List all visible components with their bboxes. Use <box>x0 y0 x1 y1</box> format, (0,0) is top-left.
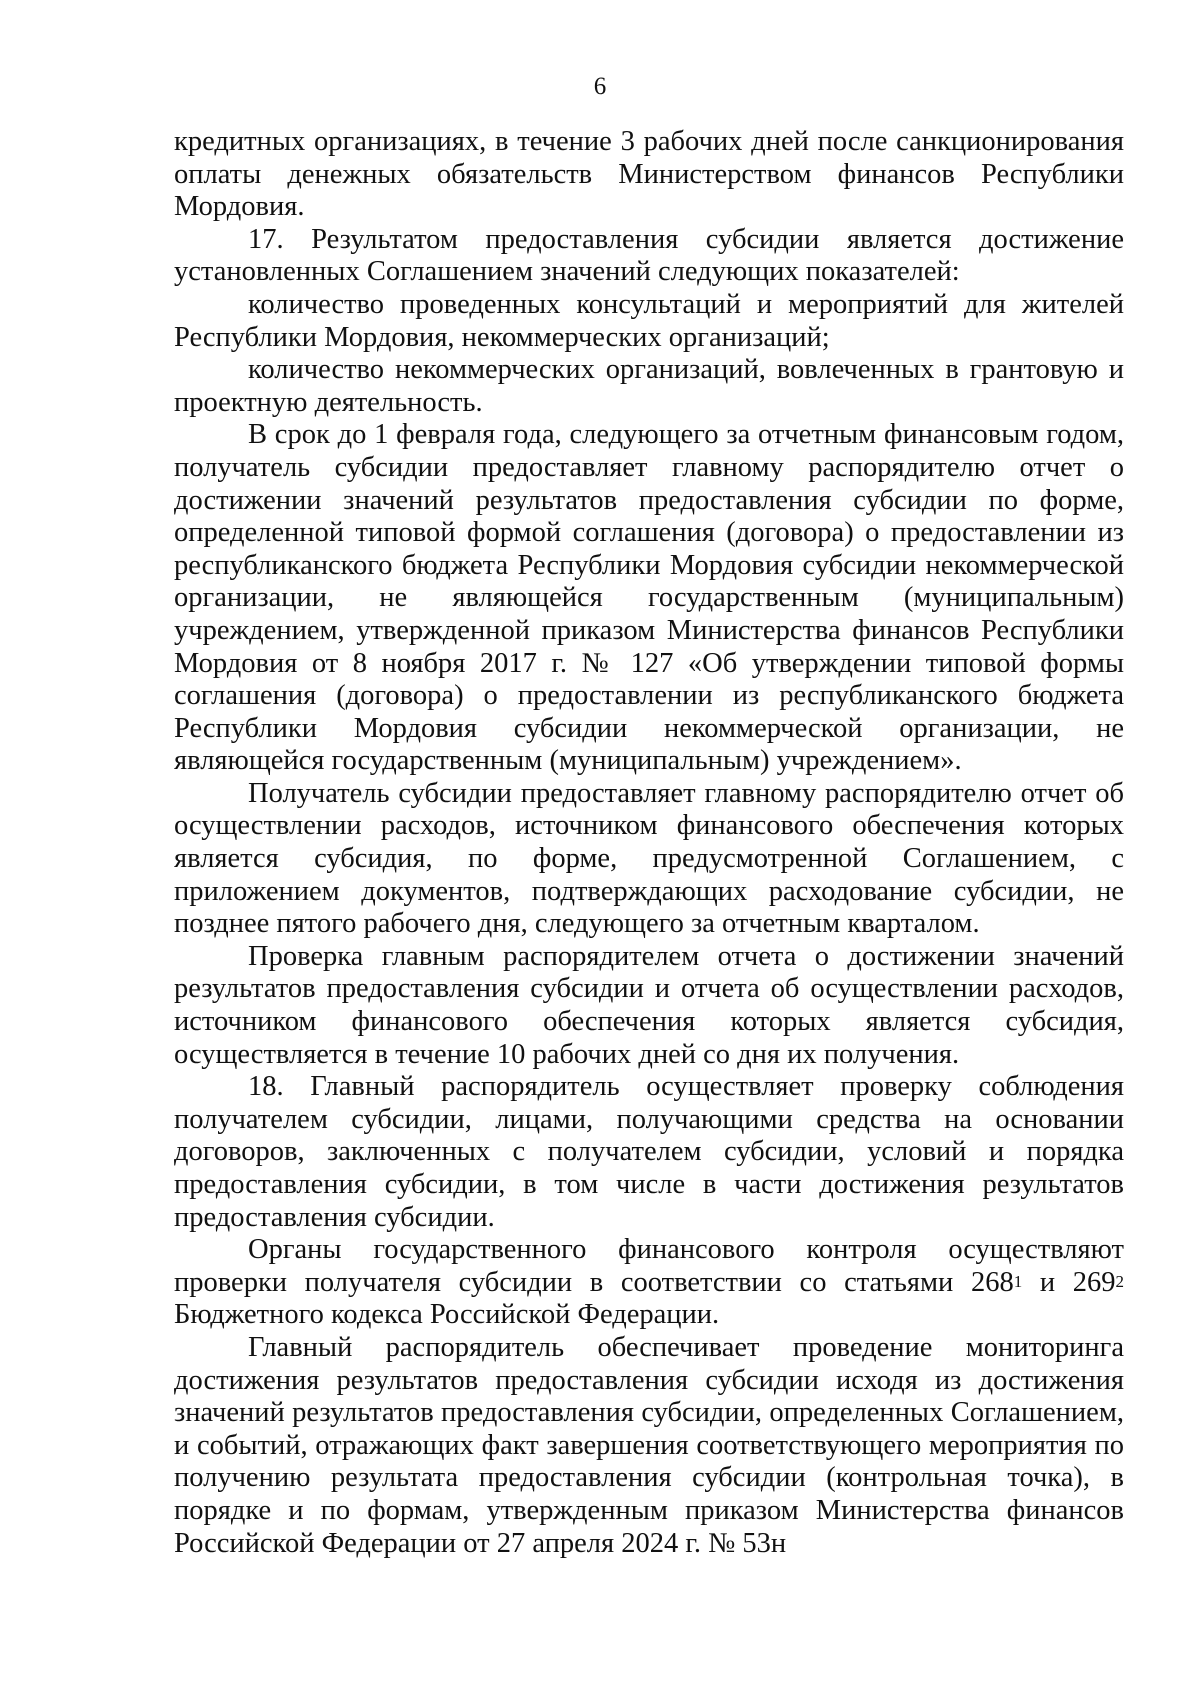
paragraph-continuation: кредитных организациях, в течение 3 рабочих дней после санкционирования оплаты денежных обязательств Министерством финансов Республики Мордовия. <box>174 126 1124 223</box>
paragraph-indicator-consultations: количество проведенных консультаций и мероприятий для жителей Республики Мордовия, некоммерческих организаций; <box>174 288 1124 353</box>
document-body <box>174 126 1124 1560</box>
paragraph-indicator-organizations: количество некоммерческих организаций, вовлеченных в грантовую и проектную деятельность. <box>174 354 1124 418</box>
paragraph-17: 17. Результатом предоставления субсидии является достижение установленных Соглашением значений следующих показателей: <box>174 223 1124 288</box>
budget-code-reference: Бюджетного кодекса Российской Федерации. <box>174 1299 720 1331</box>
article-269: 269 <box>1072 1266 1116 1298</box>
article-269-superscript: 2 <box>1115 1271 1125 1291</box>
page-number: 6 <box>593 73 607 100</box>
paragraph-monitoring: Главный распорядитель обеспечивает проведение мониторинга достижения результатов предоставления субсидии исходя из достижения значений результатов предоставления субсидии, определенных Соглашением, и событий, отражающих факт завершения соответствующего мероприятия по получению результата предоставления субсидии (контрольная точка), в порядке и по формам, утвержденным приказом Министерства финансов Российской Федерации от 27 апреля 2024 г. № 53н <box>174 1331 1124 1559</box>
paragraph-report-deadline: В срок до 1 февраля года, следующего за отчетным финансовым годом, получатель субсидии предоставляет главному распорядителю отчет о достижении значений результатов предоставления субсидии по форме, определенной типовой формой соглашения (договора) о предоставлении из республиканского бюджета Республики Мордовия субсидии некоммерческой организации, не являющейся государственным (муниципальным) учреждением, утвержденной приказом Министерства финансов Республики Мордовия от 8 ноября 2017 г. № 127 «Об утверждении типовой формы соглашения (договора) о предоставлении из республиканского бюджета Республики Мордовия субсидии некоммерческой организации, не являющейся государственным (муниципальным) учреждением». <box>174 419 1124 777</box>
paragraph-financial-control <box>174 1234 1124 1332</box>
financial-control-text: Органы государственного финансового контроля осуществляют проверки получателя субсидии в соответствии со статьями <box>174 1234 1124 1298</box>
article-268-superscript: 1 <box>1013 1271 1023 1291</box>
conjunction: и <box>1039 1266 1056 1298</box>
paragraph-expense-report: Получатель субсидии предоставляет главному распорядителю отчет об осуществлении расходов, источником финансового обеспечения которых является субсидия, по форме, предусмотренной Соглашением, с приложением документов, подтверждающих расходование субсидии, не позднее пятого рабочего дня, следующего за отчетным кварталом. <box>174 777 1124 940</box>
paragraph-18: 18. Главный распорядитель осуществляет проверку соблюдения получателем субсидии, лицами, получающими средства на основании договоров, заключенных с получателем субсидии, условий и порядка предоставления субсидии, в том числе в части достижения результатов предоставления субсидии. <box>174 1071 1124 1233</box>
paragraph-report-check: Проверка главным распорядителем отчета о достижении значений результатов предоставления субсидии и отчета об осуществлении расходов, источником финансового обеспечения которых является субсидия, осуществляется в течение 10 рабочих дней со дня их получения. <box>174 940 1124 1070</box>
article-268: 268 <box>970 1266 1014 1298</box>
